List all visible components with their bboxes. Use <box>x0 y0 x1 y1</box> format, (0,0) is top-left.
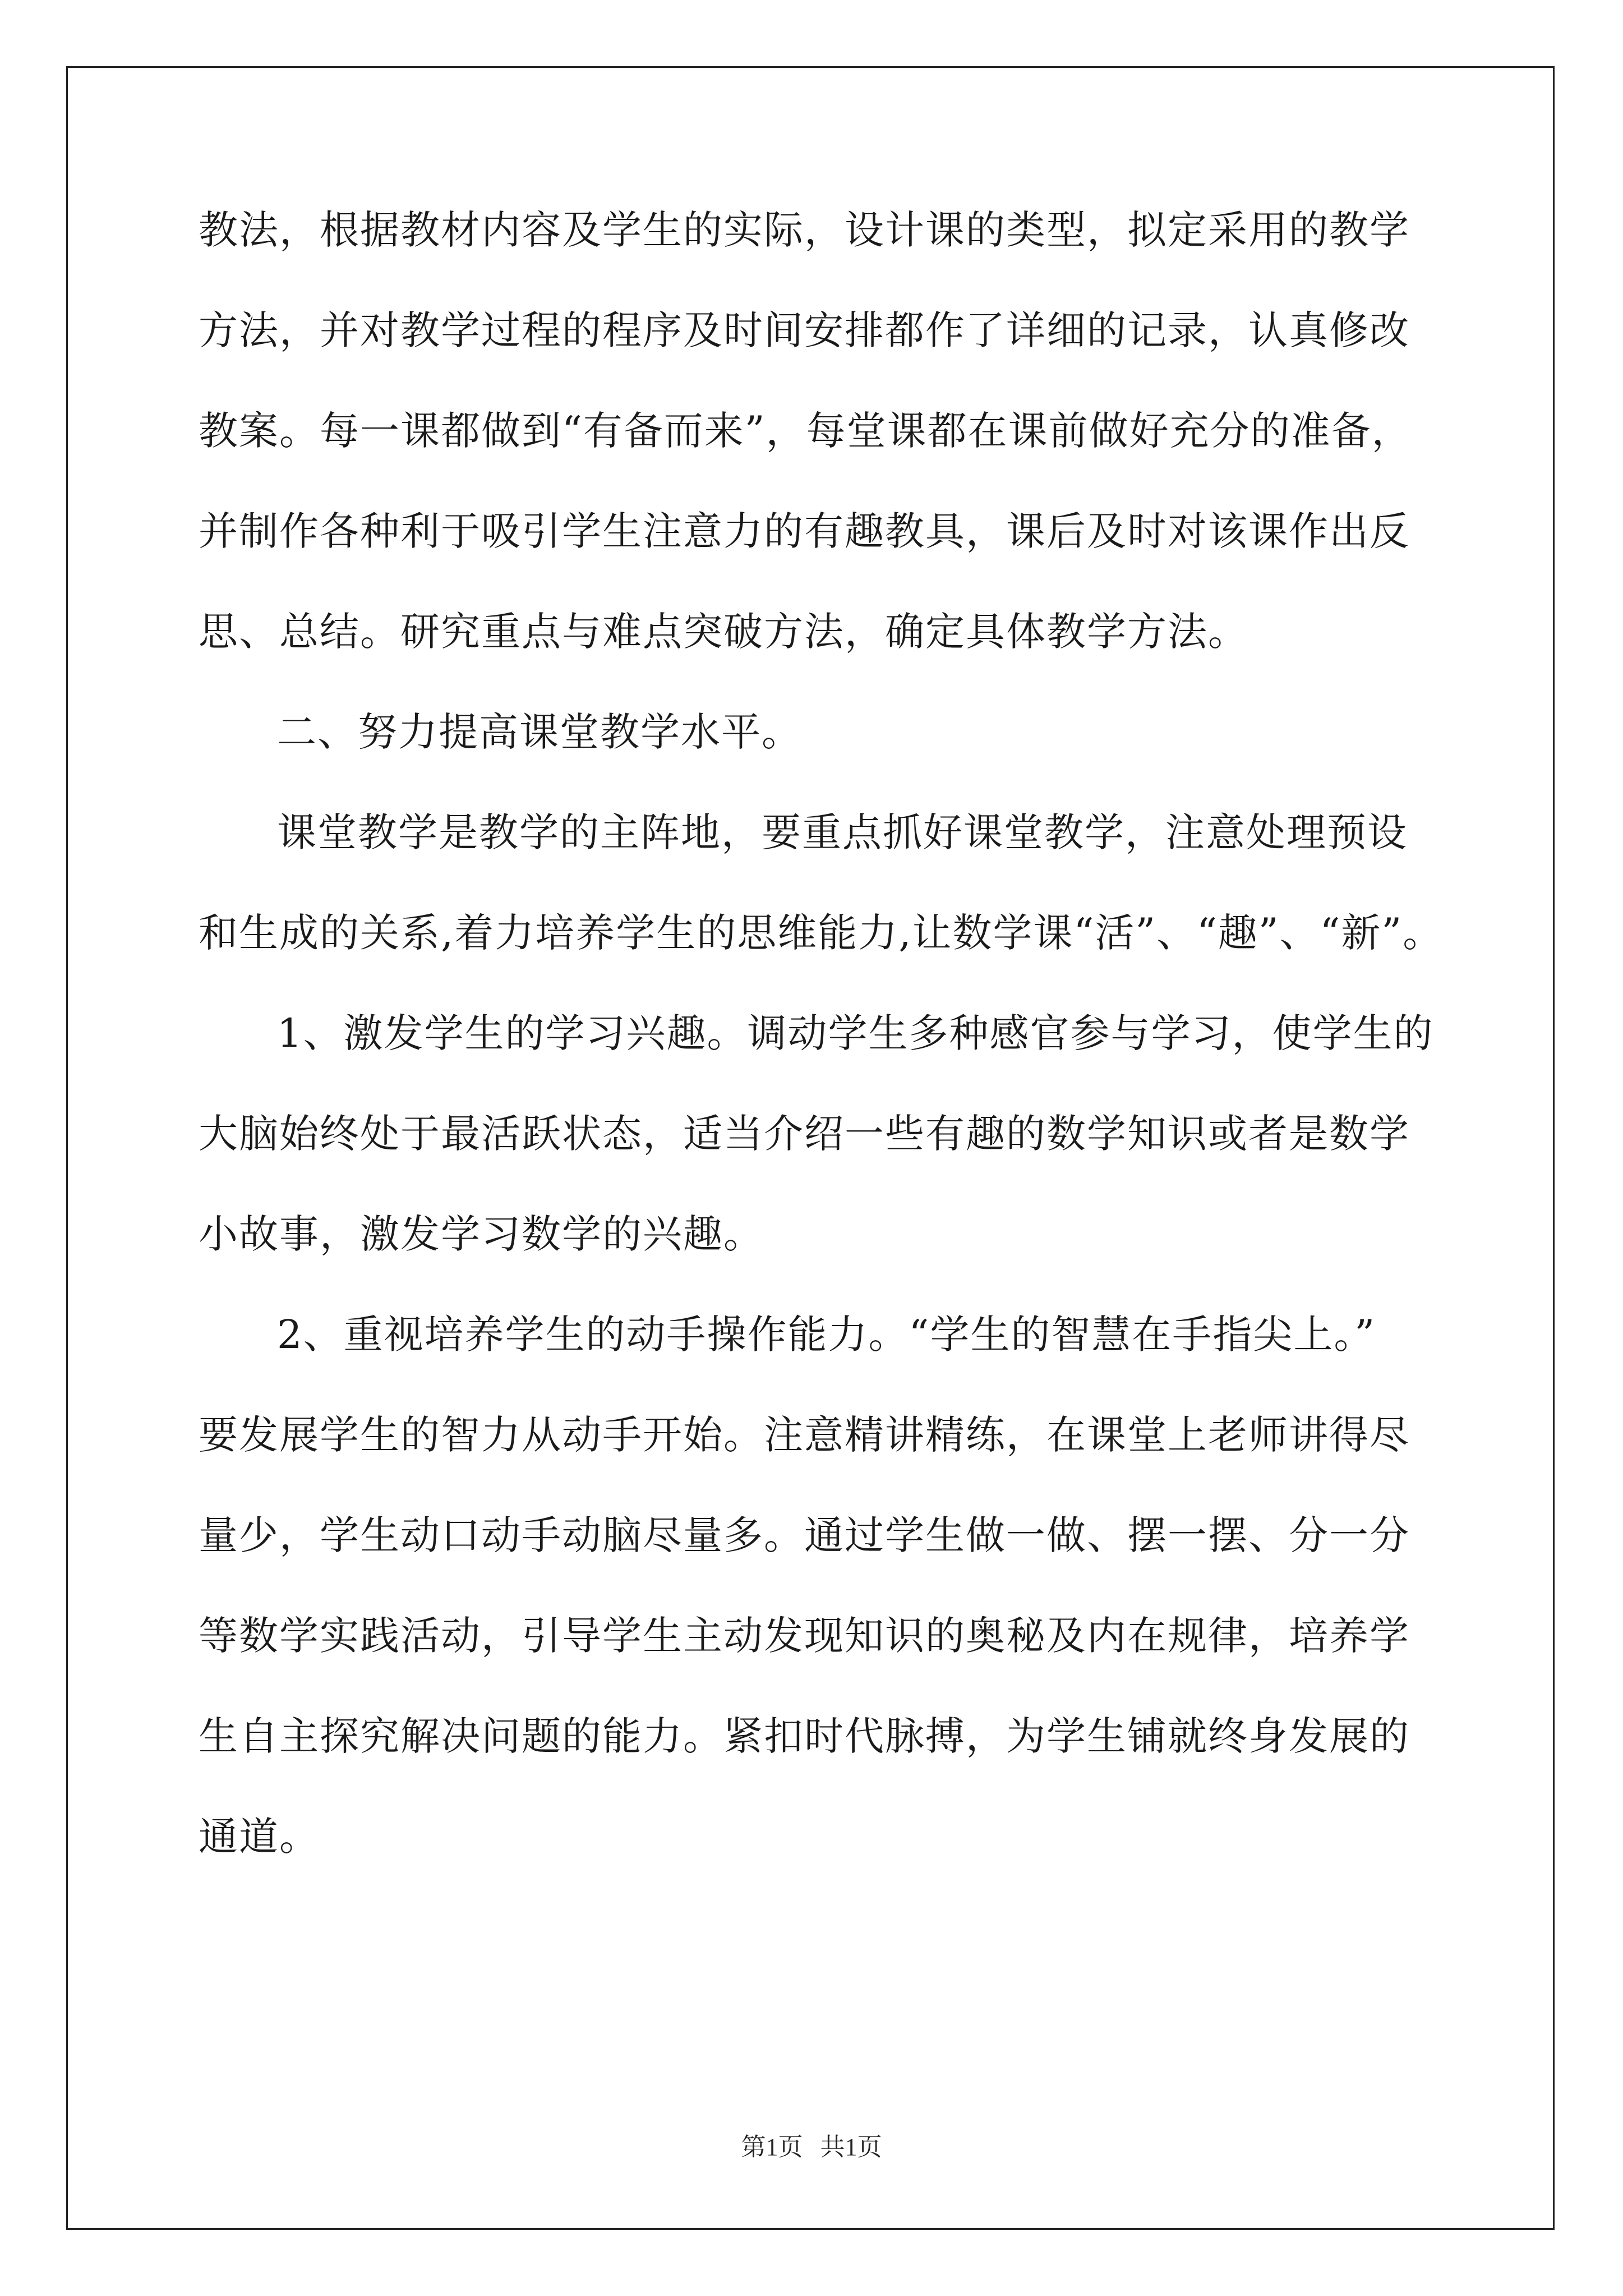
text-line: 生自主探究解决问题的能力。紧扣时代脉搏，为学生铺就终身发展的 <box>199 1713 1410 1759</box>
page-count: 共1页 <box>820 2133 882 2161</box>
text-line: 教案。每一课都做到“有备而来”，每堂课都在课前做好充分的准备， <box>199 408 1412 454</box>
text-line: 小故事，激发学习数学的兴趣。 <box>199 1211 764 1257</box>
list-item-1: 1、激发学生的学习兴趣。调动学生多种感官参与学习，使学生的 <box>277 1010 1434 1056</box>
text-line: 思、总结。研究重点与难点突破方法，确定具体教学方法。 <box>199 609 1248 655</box>
list-item-2: 2、重视培养学生的动手操作能力。“学生的智慧在手指尖上。” <box>277 1312 1376 1358</box>
page-footer <box>0 2132 1623 2163</box>
section-heading: 二、努力提高课堂教学水平。 <box>277 709 802 755</box>
text-line: 教法，根据教材内容及学生的实际，设计课的类型，拟定采用的教学 <box>199 207 1410 253</box>
text-line: 要发展学生的智力从动手开始。注意精讲精练，在课堂上老师讲得尽 <box>199 1412 1410 1458</box>
text-line: 方法，并对教学过程的程序及时间安排都作了详细的记录，认真修改 <box>199 307 1410 353</box>
text-line: 通道。 <box>199 1814 320 1860</box>
text-line: 量少，学生动口动手动脑尽量多。通过学生做一做、摆一摆、分一分 <box>199 1512 1410 1558</box>
text-line: 课堂教学是教学的主阵地，要重点抓好课堂教学，注意处理预设 <box>277 809 1408 855</box>
text-line: 和生成的关系,着力培养学生的思维能力,让数学课“活”、“趣”、“新”。 <box>199 910 1444 956</box>
text-line: 并制作各种利于吸引学生注意力的有趣教具，课后及时对该课作出反 <box>199 508 1410 554</box>
text-line: 大脑始终处于最活跃状态，适当介绍一些有趣的数学知识或者是数学 <box>199 1111 1410 1157</box>
text-line: 等数学实践活动，引导学生主动发现知识的奥秘及内在规律，培养学 <box>199 1613 1410 1659</box>
page-number: 第1页 <box>741 2133 803 2161</box>
